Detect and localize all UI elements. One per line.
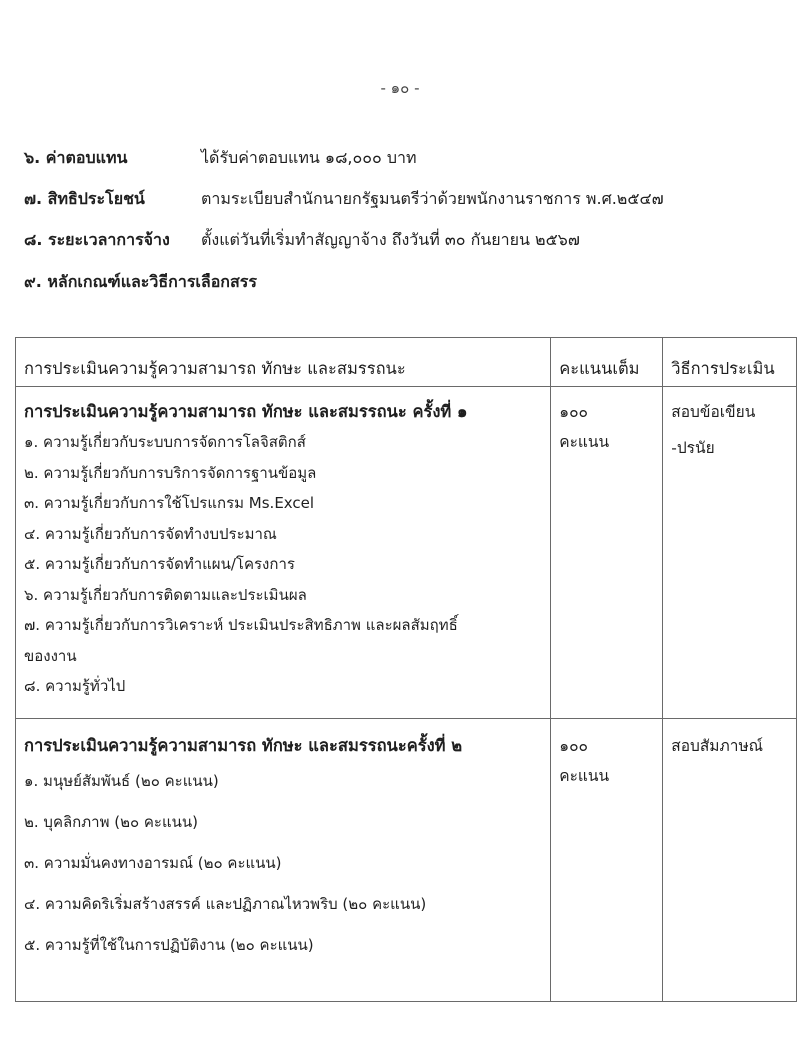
method-line: สอบข้อเขียน xyxy=(671,403,756,421)
list-item: ๑. ความรู้เกี่ยวกับระบบการจัดการโลจิสติกส์ xyxy=(24,433,306,451)
info-row-employment-period xyxy=(24,228,580,253)
score-unit: คะแนน xyxy=(559,433,610,451)
list-item: ๕. ความรู้เกี่ยวกับการจัดทำแผน/โครงการ xyxy=(24,555,295,573)
list-item: ๑. มนุษย์สัมพันธ์ (๒๐ คะแนน) xyxy=(24,772,219,790)
list-item: ๗. ความรู้เกี่ยวกับการวิเคราะห์ ประเมินประสิทธิภาพ และผลสัมฤทธิ์ xyxy=(24,616,458,634)
list-item: ของงาน xyxy=(24,646,77,665)
info-value: ตามระเบียบสำนักนายกรัฐมนตรีว่าด้วยพนักงานราชการ พ.ศ.๒๕๔๗ xyxy=(201,189,664,208)
header-full-score: คะแนนเต็ม xyxy=(551,338,663,387)
info-value: ตั้งแต่วันที่เริ่มทำสัญญาจ้าง ถึงวันที่ ๓๐ กันยายน ๒๕๖๗ xyxy=(201,230,580,249)
info-row-benefits xyxy=(24,187,664,212)
competency-cell xyxy=(16,719,551,1002)
info-label: ๗. สิทธิประโยชน์ xyxy=(24,189,145,208)
list-item: ๘. ความรู้ทั่วไป xyxy=(24,677,126,695)
score-cell xyxy=(551,387,663,719)
list-item: ๒. บุคลิกภาพ (๒๐ คะแนน) xyxy=(24,813,199,831)
list-item: ๖. ความรู้เกี่ยวกับการติดตามและประเมินผล xyxy=(24,585,307,604)
page-number: - ๑๐ - xyxy=(380,79,420,97)
score-unit: คะแนน xyxy=(559,767,610,785)
header-competency: การประเมินความรู้ความสามารถ ทักษะ และสมรรถนะ xyxy=(16,338,551,387)
info-label: ๘. ระยะเวลาการจ้าง xyxy=(24,230,170,249)
list-item: ๓. ความรู้เกี่ยวกับการใช้โปรแกรม Ms.Excel xyxy=(24,494,315,512)
score-value: ๑๐๐ xyxy=(559,737,588,755)
list-item: ๔. ความรู้เกี่ยวกับการจัดทำงบประมาณ xyxy=(24,524,277,543)
competency-cell xyxy=(16,387,551,719)
criteria-table xyxy=(15,337,797,1002)
table-row xyxy=(16,387,797,719)
header-method: วิธีการประเมิน xyxy=(663,338,797,387)
score-cell xyxy=(551,719,663,1002)
list-item: ๔. ความคิดริเริ่มสร้างสรรค์ และปฏิภาณไหวพริบ (๒๐ คะแนน) xyxy=(24,895,427,913)
list-item: ๓. ความมั่นคงทางอารมณ์ (๒๐ คะแนน) xyxy=(24,854,282,872)
score-value: ๑๐๐ xyxy=(559,403,588,421)
info-row-selection-criteria xyxy=(24,270,257,295)
info-value: ได้รับค่าตอบแทน ๑๘,๐๐๐ บาท xyxy=(201,148,417,167)
table-header-row xyxy=(16,338,797,387)
section-title: การประเมินความรู้ความสามารถ ทักษะ และสมรรถนะ ครั้งที่ ๑ xyxy=(24,402,468,421)
info-label: ๖. ค่าตอบแทน xyxy=(24,148,128,167)
list-item: ๒. ความรู้เกี่ยวกับการบริการจัดการฐานข้อมูล xyxy=(24,463,317,482)
method-cell xyxy=(663,387,797,719)
method-line: สอบสัมภาษณ์ xyxy=(671,737,764,755)
info-row-compensation xyxy=(24,146,417,171)
table-row xyxy=(16,719,797,1002)
list-item: ๕. ความรู้ที่ใช้ในการปฏิบัติงาน (๒๐ คะแนน) xyxy=(24,936,314,954)
method-cell xyxy=(663,719,797,1002)
section-title: การประเมินความรู้ความสามารถ ทักษะ และสมรรถนะครั้งที่ ๒ xyxy=(24,736,463,755)
info-label: ๙. หลักเกณฑ์และวิธีการเลือกสรร xyxy=(24,272,257,291)
method-line: -ปรนัย xyxy=(671,439,715,457)
